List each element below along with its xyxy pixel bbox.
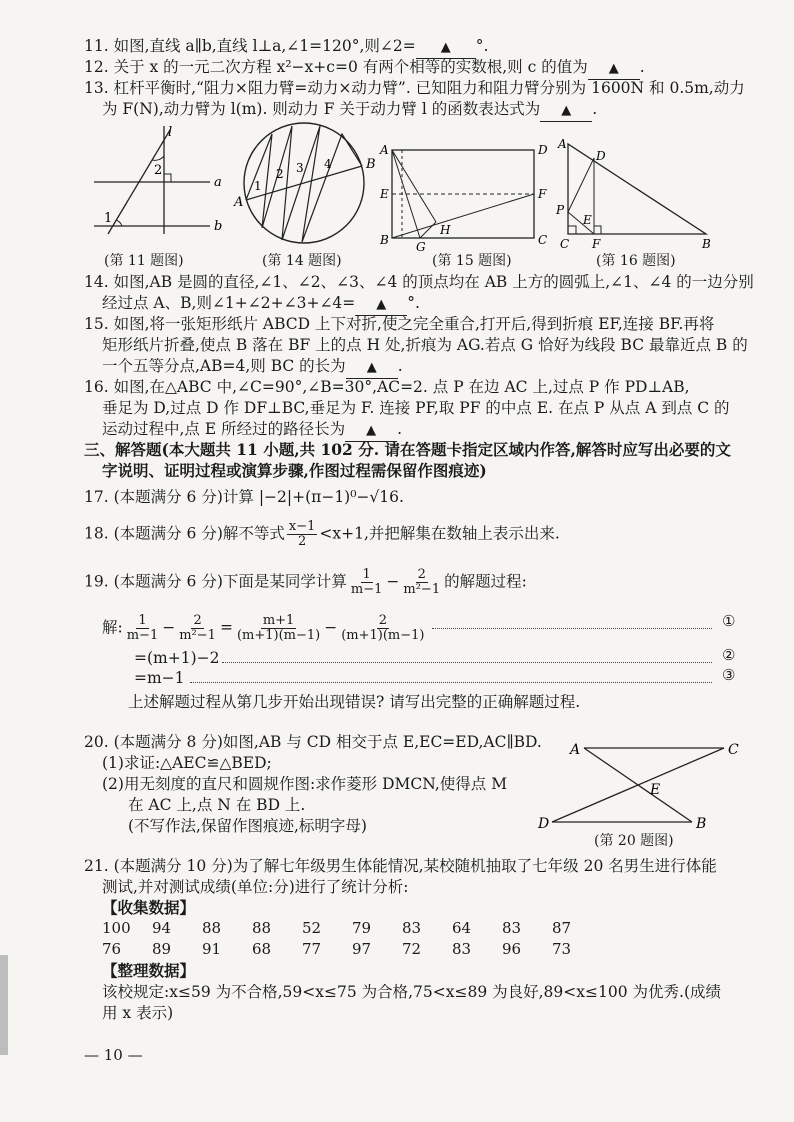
question-20-part-1: (1)求证:△AEC≌△BED; — [102, 754, 272, 772]
caption-15: (第 15 题图) — [432, 253, 512, 269]
label-angle-4: 4 — [324, 157, 332, 171]
question-16-line-2: 垂足为 D,过点 D 作 DF⊥BC,垂足为 F. 连接 PF,取 PF 的中点 E. 在点 P 从点 A 到点 C 的 — [102, 399, 730, 417]
answer-blank: ▲ — [416, 36, 476, 59]
label-A: A — [558, 138, 567, 151]
label-D: D — [538, 816, 550, 832]
question-21-rule-line-2: 用 x 表示) — [102, 1004, 174, 1022]
question-21-line-2: 测试,并对测试成绩(单位:分)进行了统计分析: — [102, 878, 409, 896]
caption-11: (第 11 题图) — [104, 253, 184, 269]
label-2: 2 — [154, 163, 163, 178]
question-15-line-2: 矩形纸片折叠,使点 B 落在 BF 上的点 H 处,折痕为 AG.若点 G 恰好为线段 BC 最靠近点 B 的 — [102, 336, 748, 354]
question-18: 18. (本题满分 6 分)解不等式 $\frac{x-1}{2}$ <x+1,并把解集在数轴上表示出来. — [84, 519, 560, 549]
fraction: $\frac{x-1}{2}$ — [288, 519, 316, 549]
label-B: B — [380, 233, 389, 247]
label-F: F — [592, 237, 601, 250]
section-3-header-line-1: 三、解答题(本大题共 11 小题,共 102 分. 请在答题卡指定区域内作答,解答时应写出必要的文 — [84, 440, 731, 459]
step-marker-1: ① — [722, 612, 736, 630]
caption-20: (第 20 题图) — [594, 833, 674, 849]
label-angle-2: 2 — [276, 167, 284, 181]
question-15-line-1: 15. 如图,将一张矩形纸片 ABCD 上下对折,使之完全重合,打开后,得到折痕 EF,连接 BF.再将 — [84, 315, 715, 333]
question-20-part-2: (2)用无刻度的直尺和圆规作图:求作菱形 DMCN,使得点 M — [102, 775, 508, 793]
step-marker-3: ③ — [722, 666, 736, 684]
label-E: E — [650, 782, 661, 798]
answer-blank: ▲ — [540, 99, 592, 122]
question-19: 19. (本题满分 6 分)下面是某同学计算 $\frac{1}{m-1}$ − $\frac{2}{\text{m²−1}}$ 的解题过程: — [84, 567, 527, 597]
solution-step-2: =(m+1)−2 — [134, 649, 220, 667]
label-a: a — [214, 175, 222, 190]
figure-20 — [532, 736, 750, 832]
figure-11 — [92, 122, 232, 252]
question-19-ask: 上述解题过程从第几步开始出现错误? 请写出完整的正确解题过程. — [128, 693, 581, 711]
collect-data-title: 【收集数据】 — [102, 898, 196, 917]
label-D: D — [538, 143, 548, 157]
answer-blank: ▲ — [355, 293, 407, 316]
label-P: P — [556, 203, 565, 217]
label-F: F — [538, 187, 547, 201]
label-E: E — [583, 213, 592, 227]
question-20-note: (不写作法,保留作图痕迹,标明字母) — [128, 817, 367, 835]
page-number: — 10 — — [84, 1046, 143, 1064]
answer-blank: ▲ — [346, 356, 398, 379]
question-20-part-2-cont: 在 AC 上,点 N 在 BD 上. — [128, 796, 306, 814]
question-12: 12. 关于 x 的一元二次方程 x²−x+c=0 有两个相等的实数根,则 c 的值为 ▲ . — [84, 57, 645, 80]
question-16-line-1: 16. 如图,在△ABC 中,∠C=90°,∠B=30°,AC=2. 点 P 在边 AC 上,过点 P 作 PD⊥AB, — [84, 378, 690, 396]
label-A: A — [570, 742, 581, 758]
label-B: B — [696, 816, 707, 832]
solution-step-1: 解: $\frac{1}{m-1}$ − $\frac{2}{\text{m²−1}}$ = $\frac{m+1}{(m+1)(m-1)}$ − $\frac{2}{(m+1)(m-1)}$ — [102, 613, 425, 643]
answer-blank: ▲ — [588, 57, 640, 80]
label-angle-1: 1 — [254, 179, 262, 193]
label-C: C — [728, 742, 739, 758]
label-C: C — [560, 237, 570, 250]
label-E: E — [380, 187, 389, 201]
caption-16: (第 16 题图) — [596, 253, 676, 269]
figure-14 — [232, 118, 382, 248]
data-row-1: 100 94 88 88 52 79 83 64 83 87 — [102, 919, 572, 937]
section-3-header-line-2: 字说明、证明过程或演算步骤,作图过程需保留作图痕迹) — [102, 461, 487, 480]
label-B: B — [702, 237, 711, 250]
figure-16 — [556, 138, 716, 250]
dotted-leader — [222, 662, 712, 663]
question-20-line-1: 20. (本题满分 8 分)如图,AB 与 CD 相交于点 E,EC=ED,AC∥BD. — [84, 733, 542, 751]
dotted-leader — [190, 682, 712, 683]
label-A: A — [234, 195, 244, 210]
label-B: B — [366, 157, 376, 172]
question-13-line-2: 为 F(N),动力臂为 l(m). 则动力 F 关于动力臂 l 的函数表达式为 ▲ . — [102, 99, 597, 122]
label-1: 1 — [104, 211, 113, 226]
question-14-line-2: 经过点 A、B,则∠1+∠2+∠3+∠4= ▲ °. — [102, 293, 420, 316]
step-marker-2: ② — [722, 646, 736, 664]
label-l: l — [168, 125, 173, 140]
question-21-line-1: 21. (本题满分 10 分)为了解七年级男生体能情况,某校随机抽取了七年级 20 名男生进行体能 — [84, 857, 717, 875]
dotted-leader — [432, 628, 712, 629]
question-11: 11. 如图,直线 a∥b,直线 l⊥a,∠1=120°,则∠2= ▲ °. — [84, 36, 488, 59]
question-14-line-1: 14. 如图,AB 是圆的直径,∠1、∠2、∠3、∠4 的顶点均在 AB 上方的圆弧上,∠1、∠4 的一边分别 — [84, 273, 754, 291]
data-row-2: 76 89 91 68 77 97 72 83 96 73 — [102, 940, 572, 958]
question-21-rule-line-1: 该校规定:x≤59 为不合格,59<x≤75 为合格,75<x≤89 为良好,89<x≤100 为优秀.(成绩 — [102, 983, 721, 1001]
label-C: C — [538, 233, 548, 247]
figure-15 — [378, 140, 558, 252]
question-13-line-1: 13. 杠杆平衡时,“阻力×阻力臂=动力×动力臂”. 已知阻力和阻力臂分别为 1600N 和 0.5m,动力 — [84, 79, 745, 97]
question-15-line-3: 一个五等分点,AB=4,则 BC 的长为 ▲ . — [102, 356, 403, 379]
label-G: G — [416, 240, 426, 252]
label-b: b — [214, 219, 223, 234]
binding-strip — [0, 955, 8, 1055]
label-angle-3: 3 — [296, 161, 304, 175]
caption-14: (第 14 题图) — [262, 253, 342, 269]
answer-blank: ▲ — [345, 419, 397, 442]
organize-data-title: 【整理数据】 — [102, 961, 196, 980]
solution-step-3: =m−1 — [134, 669, 185, 687]
question-16-line-3: 运动过程中,点 E 所经过的路径长为 ▲ . — [102, 419, 402, 442]
label-A: A — [380, 143, 389, 157]
label-H: H — [440, 223, 451, 237]
question-17: 17. (本题满分 6 分)计算 |−2|+(π−1)⁰−√16. — [84, 488, 404, 506]
label-D: D — [596, 149, 606, 163]
